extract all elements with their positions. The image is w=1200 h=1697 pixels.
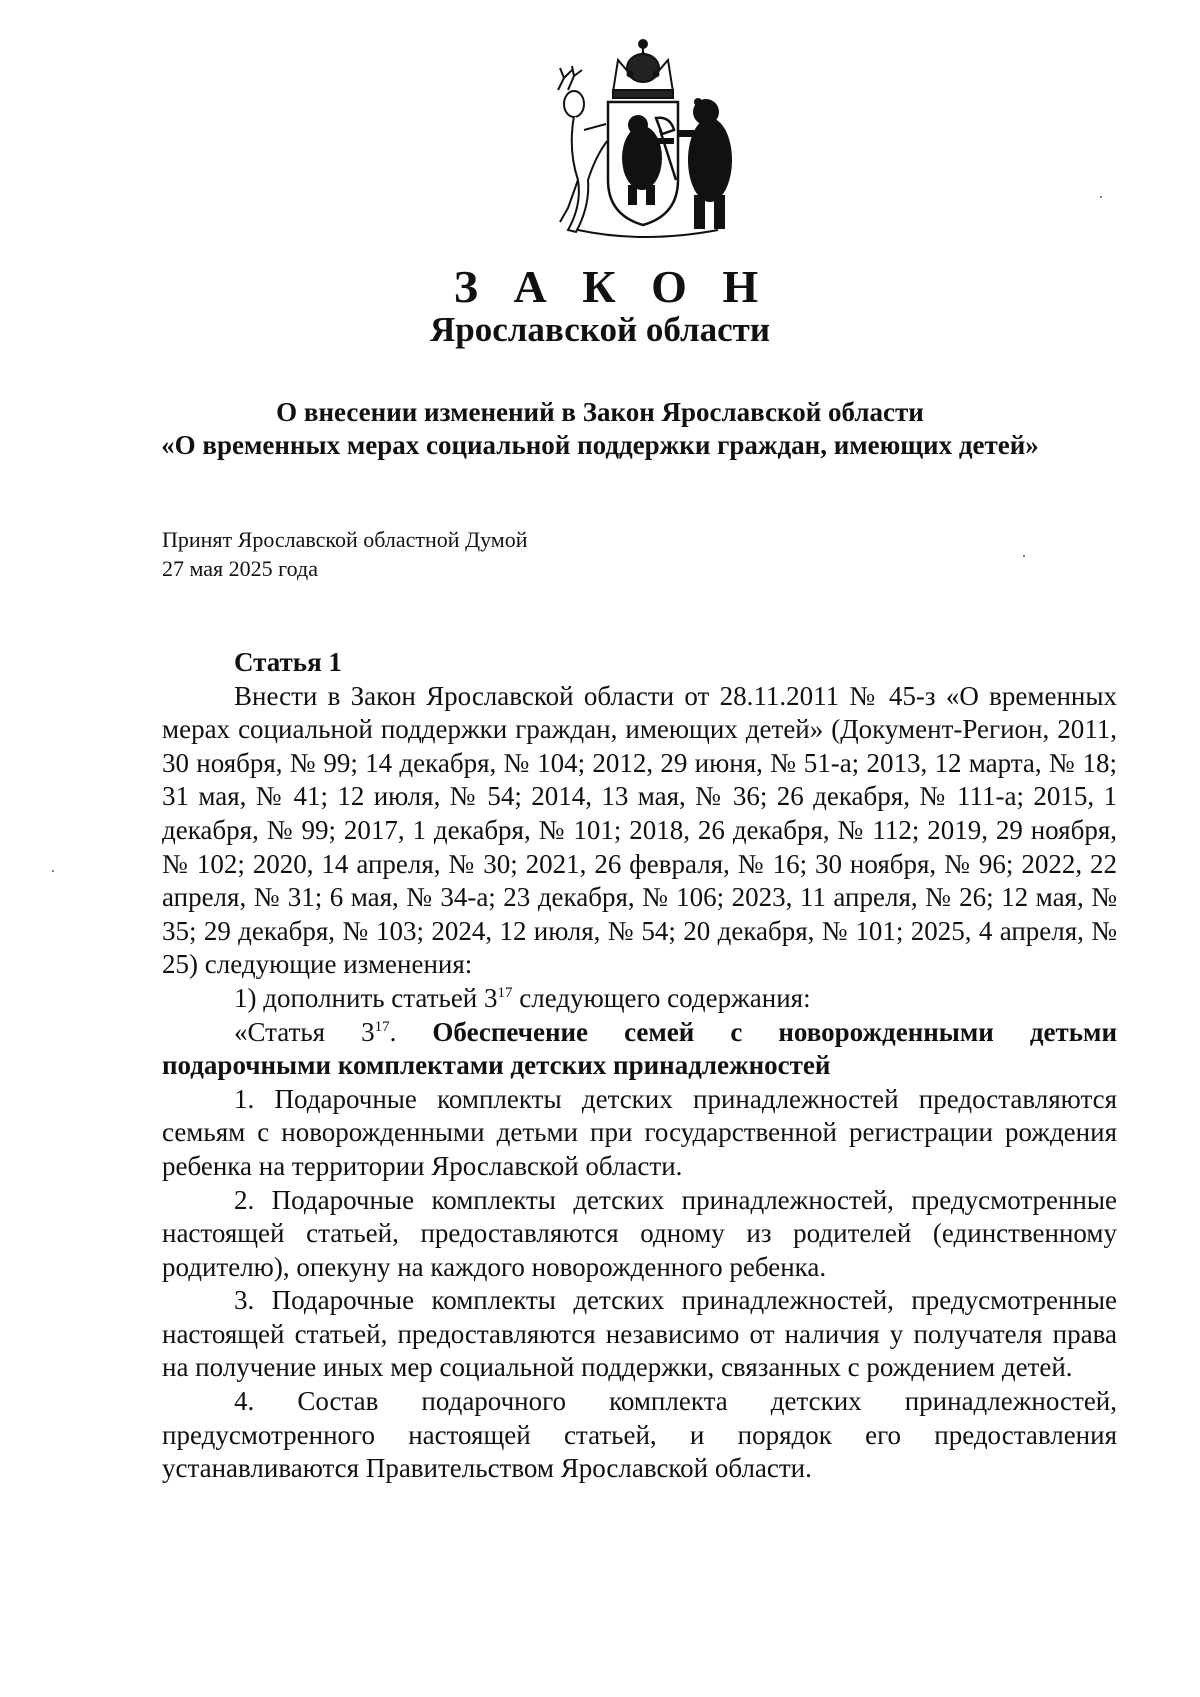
deer-supporter-icon — [558, 66, 608, 232]
article-point-4: 4. Состав подарочного комплекта детских принадлежностей, предусмотренного настоящей статьей, и порядок его предоставления устанавливаются Правительством Ярославской области. — [162, 1386, 1117, 1484]
document-type-title: З А К О Н — [453, 261, 771, 312]
scan-speck — [1100, 196, 1102, 198]
article-point-2: 2. Подарочные комплекты детских принадлежностей, предусмотренные настоящей статьей, предоставляются одному из родителей (единственному родителю), опекуну на каждого новорожденного ребенка. — [162, 1184, 1117, 1282]
article-body — [162, 646, 1117, 1486]
adoption-date: 27 мая 2025 года — [162, 556, 318, 581]
amendment-item-1-after: следующего содержания: — [512, 982, 811, 1013]
article-point-3: 3. Подарочные комплекты детских принадлежностей, предусмотренные настоящей статьей, предоставляются независимо от наличия у получателя права на получение иных мер социальной поддержки, связанных с рождением детей. — [162, 1285, 1117, 1383]
bear-supporter-icon — [678, 98, 732, 229]
scan-speck — [52, 870, 54, 872]
new-article-sup: 17 — [374, 1018, 390, 1035]
amendment-item-1-sup: 17 — [497, 984, 513, 1001]
article-point-1: 1. Подарочные комплекты детских принадлежностей предоставляются семьям с новорожденными детьми при государственной регистрации рождения ребенка на территории Ярославской области. — [162, 1083, 1117, 1181]
crown-icon — [613, 40, 673, 98]
amendment-item-1 — [162, 982, 1117, 1016]
new-article-heading — [162, 1016, 1117, 1083]
new-article-dot: . — [389, 1016, 433, 1047]
coat-of-arms-emblem — [538, 30, 748, 250]
article-intro: Внести в Закон Ярославской области от 28.11.2011 № 45-з «О временных мерах социальной поддержки граждан, имеющих детей» (Документ-Регион, 2011, 30 ноября, № 99; 14 декабря, № 104; 2012, 29 июня, № 51-а; 2013, 12 марта, № 18; 31 мая, № 41; 12 июля, № 54; 2014, 13 мая, № 36; 26 декабря, № 111-а; 2015, 1 декабря, № 99; 2017, 1 декабря, № 101; 2018, 26 декабря, № 112; 2019, 29 ноября, № 102; 2020, 14 апреля, № 30; 2021, 26 февраля, № 16; 30 ноября, № 96; 2022, 22 апреля, № 31; 6 мая, № 34-а; 23 декабря, № 106; 2023, 11 апреля, № 26; 12 мая, № 35; 29 декабря, № 103; 2024, 12 июля, № 54; 20 декабря, № 101; 2025, 4 апреля, № 25) следующие изменения: — [162, 680, 1117, 980]
scan-speck — [1023, 555, 1025, 557]
adoption-body: Принят Ярославской областной Думой — [162, 527, 528, 552]
new-article-prefix: «Статья 3 — [234, 1016, 375, 1047]
emblem-base — [578, 230, 718, 237]
amendment-item-1-text: 1) дополнить статьей 3 — [234, 982, 498, 1013]
document-region-title: Ярославской области — [429, 310, 771, 349]
law-subject-line-2: «О временных мерах социальной поддержки граждан, имеющих детей» — [161, 430, 1039, 460]
law-subject — [0, 396, 1200, 462]
law-subject-line-1: О внесении изменений в Закон Ярославской области — [276, 397, 924, 427]
article-heading: Статья 1 — [234, 647, 342, 677]
new-article-title: Обеспечение семей с новорожденными детьми подарочными комплектами детских принадлежностей — [162, 1016, 1117, 1081]
adoption-info — [162, 525, 528, 583]
